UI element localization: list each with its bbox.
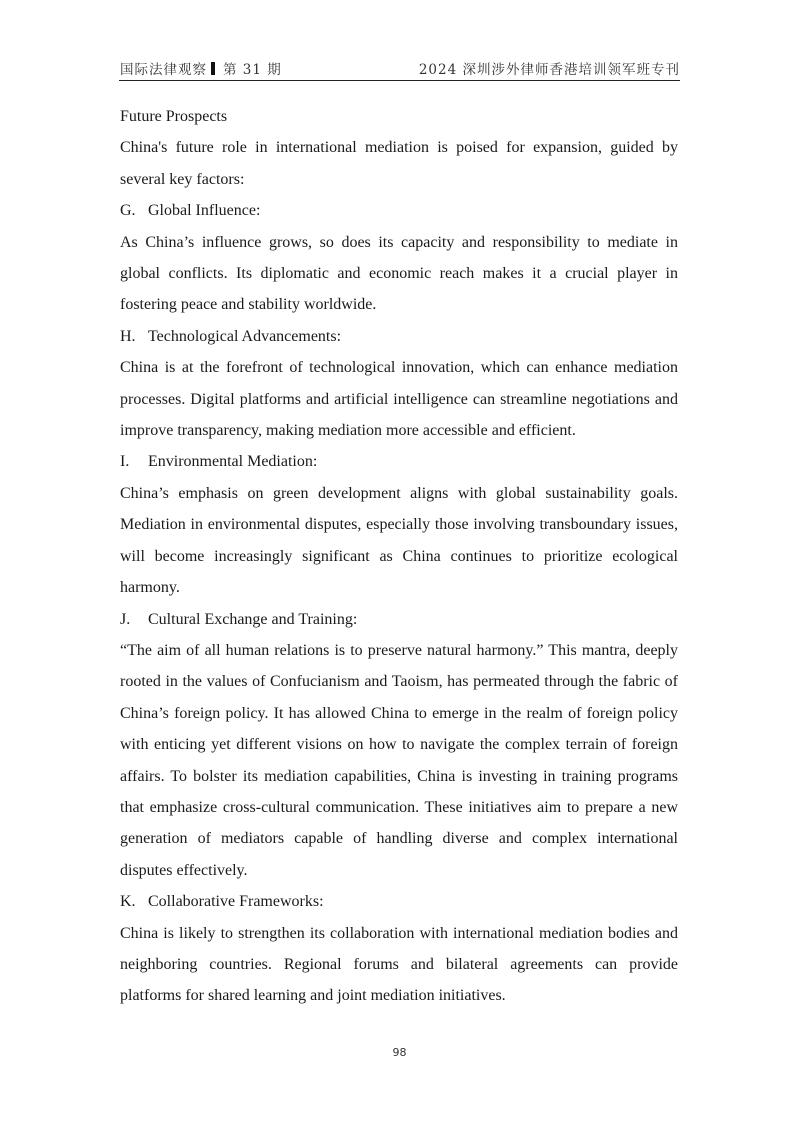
running-header: [120, 58, 680, 78]
item-paragraph-i: China’s emphasis on green development aligns with global sustainability goals. Mediation in environmental disputes, especially those involving transboundary issues, will become increasingly significant as China continues to prioritize ecological harmony.: [120, 484, 678, 597]
item-heading-k: [120, 886, 678, 917]
item-title: Environmental Mediation:: [148, 453, 318, 471]
special-issue-title: 2024 深圳涉外律师香港培训领军班专刊: [418, 62, 680, 78]
item-marker: K.: [120, 893, 136, 911]
item-heading-g: [120, 195, 678, 226]
journal-name: [120, 58, 282, 78]
item-title: Cultural Exchange and Training:: [148, 610, 358, 628]
item-marker: I.: [120, 453, 130, 471]
issue-number: 第 31 期: [223, 62, 282, 78]
journal-title: 国际法律观察: [120, 62, 207, 78]
header-rule: [119, 80, 680, 81]
item-marker: H.: [120, 327, 136, 345]
article-body: [120, 101, 678, 1012]
item-paragraph-g: As China’s influence grows, so does its capacity and responsibility to mediate in global conflicts. Its diplomatic and economic reach makes it a crucial player in fostering peace and stability worldwide.: [120, 233, 678, 314]
item-paragraph-h: China is at the forefront of technological innovation, which can enhance mediation processes. Digital platforms and artificial intelligence can streamline negotiations and improve transparency, making mediation more accessible and efficient.: [120, 359, 678, 440]
item-marker: J.: [120, 610, 131, 628]
item-paragraph-k: China is likely to strengthen its collaboration with international mediation bodies and neighboring countries. Regional forums and bilateral agreements can provide platforms for shared learning and joint mediation initiatives.: [120, 924, 678, 1005]
item-paragraph-j: “The aim of all human relations is to preserve natural harmony.” This mantra, deeply rooted in the values of Confucianism and Taoism, has permeated through the fabric of China’s foreign policy. It has allowed China to emerge in the realm of foreign policy with enticing yet different visions on how to navigate the complex terrain of foreign affairs. To bolster its mediation capabilities, China is investing in training programs that emphasize cross-cultural communication. These initiatives aim to prepare a new generation of mediators capable of handling diverse and complex international disputes effectively.: [120, 641, 678, 879]
item-title: Collaborative Frameworks:: [148, 893, 324, 911]
item-marker: G.: [120, 202, 136, 220]
item-title: Global Influence:: [148, 202, 261, 220]
intro-paragraph: China's future role in international mediation is poised for expansion, guided by several key factors:: [120, 139, 678, 188]
item-heading-j: [120, 604, 678, 635]
page-number: 98: [392, 1046, 407, 1059]
item-heading-h: [120, 321, 678, 352]
item-heading-i: [120, 446, 678, 477]
separator-bar-icon: [211, 62, 215, 75]
section-title: Future Prospects: [120, 108, 228, 125]
item-title: Technological Advancements:: [148, 327, 342, 345]
